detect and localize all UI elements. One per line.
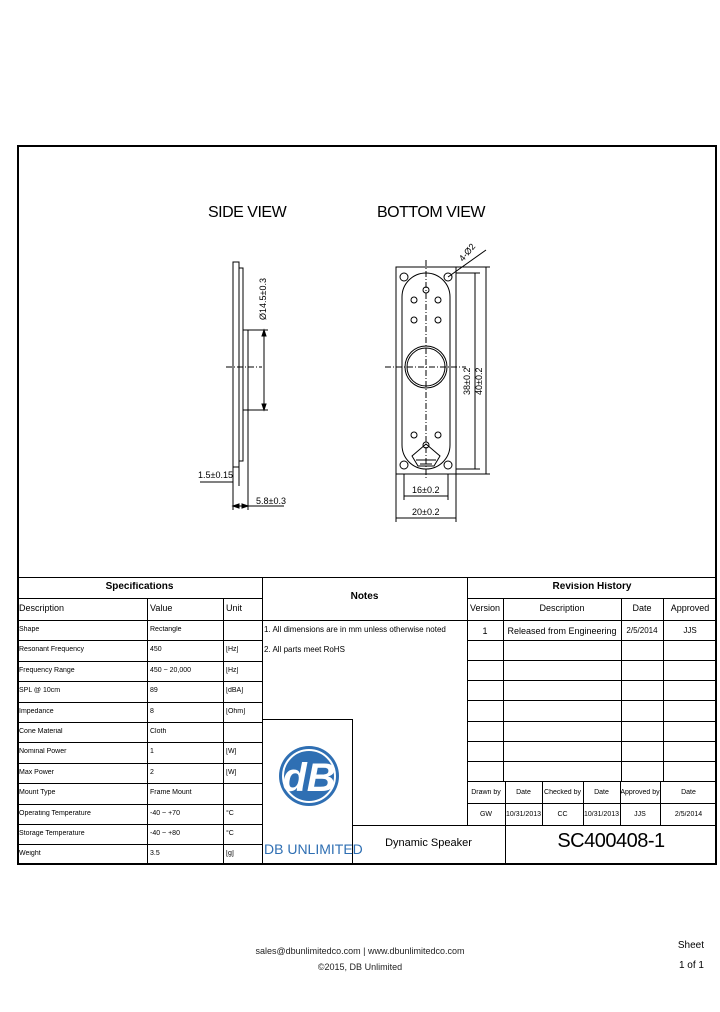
spec-unit: [W] xyxy=(226,748,237,755)
logo-text: DB UNLIMITED xyxy=(264,842,363,856)
footer-contact: sales@dbunlimitedco.com | www.dbunlimitedco.com xyxy=(255,946,465,956)
notes-title: Notes xyxy=(350,592,379,602)
dim-bottom-inner-len: 38±0.2 xyxy=(462,367,472,395)
grid-line xyxy=(467,741,717,742)
spec-description: Nominal Power xyxy=(19,748,67,755)
grid-line xyxy=(467,700,717,701)
dim-bottom-holes: 4-Ø2 xyxy=(456,241,478,264)
grid-line xyxy=(17,620,262,621)
grid-line xyxy=(467,680,717,681)
spec-description: Resonant Frequency xyxy=(19,646,84,653)
sheet-label: Sheet xyxy=(677,940,704,951)
spec-unit: °C xyxy=(226,830,234,837)
grid-line xyxy=(505,781,506,825)
signoff-header: Drawn by xyxy=(471,789,501,796)
specs-header-unit: Unit xyxy=(226,604,243,613)
signoff-header: Date xyxy=(594,789,609,796)
grid-line xyxy=(17,640,262,641)
grid-line xyxy=(17,702,262,703)
revision-header-date: Date xyxy=(632,604,652,613)
spec-value: -40 ~ +70 xyxy=(150,810,180,817)
spec-value: 89 xyxy=(150,687,158,694)
grid-line xyxy=(467,620,717,621)
grid-line xyxy=(542,781,543,825)
spec-unit: [Ohm] xyxy=(226,708,246,715)
note-line: 2. All parts meet RoHS xyxy=(264,646,345,654)
grid-line xyxy=(17,783,262,784)
grid-line xyxy=(17,661,262,662)
db-logo-mark xyxy=(276,724,342,830)
spec-unit: [dBA] xyxy=(226,687,244,694)
grid-line xyxy=(262,719,353,720)
dim-side-height: Ø14.5±0.3 xyxy=(258,278,268,320)
signoff-value: 2/5/2014 xyxy=(674,811,703,818)
revision-title: Revision History xyxy=(552,582,632,592)
grid-line xyxy=(467,577,468,825)
dim-bottom-inner-w: 16±0.2 xyxy=(412,485,440,495)
specs-header-description: Description xyxy=(19,604,65,613)
grid-line xyxy=(467,721,717,722)
dim-side-depth: 5.8±0.3 xyxy=(256,496,286,506)
signoff-header: Date xyxy=(516,789,531,796)
product-name: Dynamic Speaker xyxy=(385,838,472,849)
revision-version: 1 xyxy=(482,627,488,636)
spec-unit: [W] xyxy=(226,769,237,776)
signoff-value: 10/31/2013 xyxy=(583,811,620,818)
grid-line xyxy=(17,742,262,743)
dim-side-flange: 1.5±0.15 xyxy=(198,470,233,480)
spec-description: Storage Temperature xyxy=(19,830,85,837)
spec-unit: [g] xyxy=(226,850,234,857)
grid-line xyxy=(467,660,717,661)
grid-line xyxy=(352,825,717,826)
footer-copyright: ©2015, DB Unlimited xyxy=(317,962,403,972)
part-number: SC400408-1 xyxy=(557,831,665,851)
svg-text:dB: dB xyxy=(282,756,336,800)
spec-description: Cone Material xyxy=(19,728,63,735)
bottom-view-title: BOTTOM VIEW xyxy=(377,204,485,221)
spec-value: -40 ~ +80 xyxy=(150,830,180,837)
grid-line xyxy=(621,598,622,781)
spec-value: Frame Mount xyxy=(150,789,192,796)
spec-value: Rectangle xyxy=(150,626,182,633)
grid-line xyxy=(17,844,262,845)
spec-value: 450 xyxy=(150,646,162,653)
grid-line xyxy=(17,804,262,805)
revision-header-version: Version xyxy=(469,604,501,613)
spec-value: Cloth xyxy=(150,728,167,735)
spec-value: 3.5 xyxy=(150,850,160,857)
specs-header-value: Value xyxy=(150,604,173,613)
grid-line xyxy=(467,598,717,599)
spec-unit: °C xyxy=(226,810,234,817)
grid-line xyxy=(17,598,262,599)
spec-description: Frequency Range xyxy=(19,667,75,674)
dim-bottom-outer-len: 40±0.2 xyxy=(474,367,484,395)
signoff-value: GW xyxy=(479,811,493,818)
grid-line xyxy=(17,763,262,764)
title-block-top xyxy=(17,577,717,578)
spec-value: 2 xyxy=(150,769,154,776)
spec-unit: [Hz] xyxy=(226,646,239,653)
spec-description: Mount Type xyxy=(19,789,56,796)
revision-date: 2/5/2014 xyxy=(626,627,658,635)
specs-title: Specifications xyxy=(105,582,174,592)
note-line: 1. All dimensions are in mm unless otherwise noted xyxy=(264,626,446,634)
grid-line xyxy=(663,598,664,781)
spec-value: 8 xyxy=(150,708,154,715)
signoff-value: JJS xyxy=(634,811,646,818)
grid-line xyxy=(620,781,621,825)
spec-value: 450 ~ 20,000 xyxy=(150,667,192,674)
sheet-value: 1 of 1 xyxy=(678,960,704,971)
spec-description: SPL @ 10cm xyxy=(19,687,61,694)
signoff-value: CC xyxy=(557,811,568,818)
grid-line xyxy=(262,620,467,621)
spec-description: Operating Temperature xyxy=(19,810,91,817)
revision-header-approved: Approved xyxy=(670,604,710,613)
grid-line xyxy=(503,598,504,781)
revision-description: Released from Engineering xyxy=(507,627,617,636)
dim-bottom-outer-w: 20±0.2 xyxy=(412,507,440,517)
side-view-title: SIDE VIEW xyxy=(208,204,287,221)
grid-line xyxy=(583,781,584,825)
spec-description: Max Power xyxy=(19,769,55,776)
grid-line xyxy=(17,681,262,682)
grid-line xyxy=(660,781,661,825)
signoff-value: 10/31/2013 xyxy=(505,811,542,818)
grid-line xyxy=(467,640,717,641)
revision-approved: JJS xyxy=(683,627,697,635)
spec-value: 1 xyxy=(150,748,154,755)
grid-line xyxy=(17,824,262,825)
grid-line xyxy=(467,761,717,762)
grid-line xyxy=(17,722,262,723)
spec-description: Weight xyxy=(19,850,41,857)
spec-description: Impedance xyxy=(19,708,54,715)
signoff-header: Date xyxy=(681,789,696,796)
signoff-header: Checked by xyxy=(544,789,581,796)
revision-header-description: Description xyxy=(539,604,585,613)
spec-description: Shape xyxy=(19,626,40,633)
spec-unit: [Hz] xyxy=(226,667,239,674)
signoff-header: Approved by xyxy=(620,789,660,796)
